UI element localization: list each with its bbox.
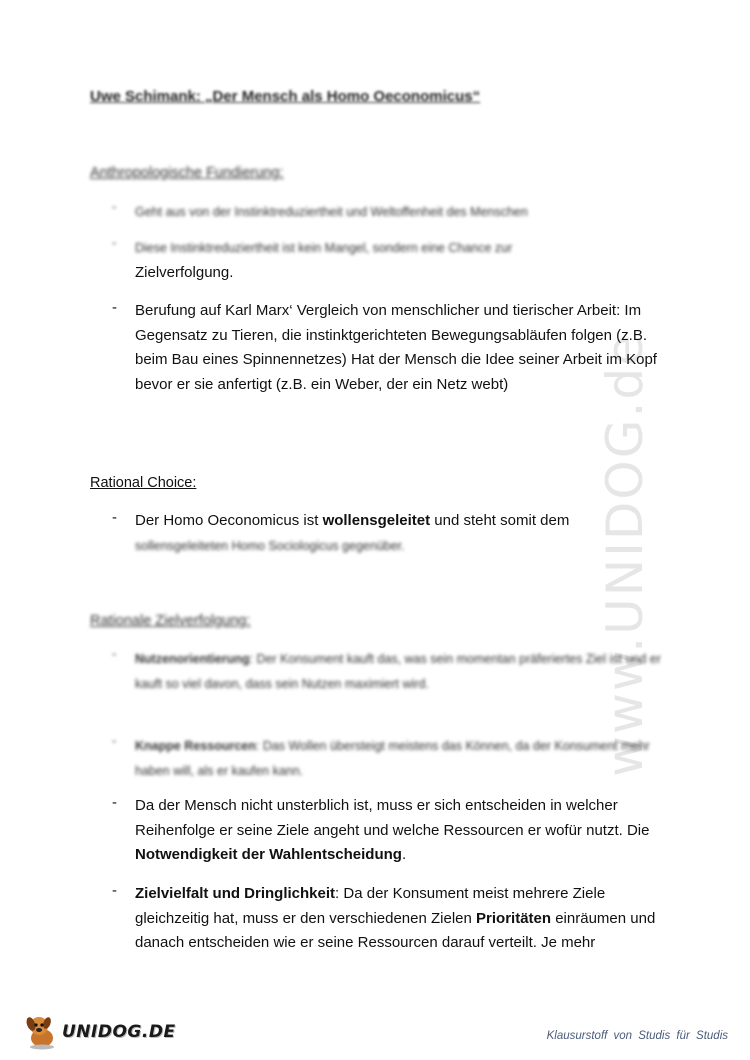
list-item-text: Da der Mensch nicht unsterblich ist, muss er sich entscheiden in welcher Reihenfolge er seine Ziele angeht und welche Ressourcen er wofür nutzt. Die Notwendigkeit der Wahlentscheidung. bbox=[135, 797, 650, 863]
list-item-text: Geht aus von der Instinktreduziertheit und Weltoffenheit des Menschen bbox=[135, 205, 528, 219]
section-heading-goal-pursuit: Rationale Zielverfolgung: bbox=[90, 613, 251, 629]
bullet-dash: - bbox=[112, 647, 117, 661]
list-item-text: Diese Instinktreduziertheit ist kein Mangel, sondern eine Chance zur bbox=[135, 241, 513, 255]
unidog-logo[interactable] bbox=[22, 1014, 176, 1050]
bullet-dash: - bbox=[112, 200, 117, 214]
brand-name: UNIDOG.DE bbox=[62, 1022, 176, 1042]
dog-icon bbox=[22, 1014, 62, 1050]
section-heading-rational-choice: Rational Choice: bbox=[90, 475, 197, 491]
watermark-text: www.UNIDOG.de bbox=[596, 333, 654, 777]
bullet-dash: - bbox=[112, 299, 117, 316]
section-heading-anthropology: Anthropologische Fundierung: bbox=[90, 165, 284, 181]
list-item-text: Knappe Ressourcen: Das Wollen übersteigt meistens das Können, da der Konsument mehr haben will, als er kaufen kann. bbox=[135, 739, 650, 778]
list-item-text-continued: Zielverfolgung. bbox=[135, 264, 234, 281]
bullet-dash: - bbox=[112, 236, 117, 250]
bullet-dash: - bbox=[112, 734, 117, 748]
list-item-text: Berufung auf Karl Marx‘ Vergleich von menschlicher und tierischer Arbeit: Im Gegensatz zu Tieren, die instinktgerichteten Bewegungsabläufen folgen (z.B. beim Bau eines Spinnennetzes) Hat der Mensch die Idee seiner Arbeit im Kopf bevor er sie anfertigt (z.B. ein Weber, der ein Netz webt) bbox=[135, 302, 657, 393]
list-item-text-continued: sollensgeleiteten Homo Sociologicus gegenüber. bbox=[135, 539, 405, 553]
list-item-text: Der Homo Oeconomicus ist wollensgeleitet und steht somit dem bbox=[135, 512, 570, 529]
bullet-dash: - bbox=[112, 794, 117, 811]
footer-tagline: Klausurstoff von Studis für Studis bbox=[546, 1030, 728, 1042]
bullet-dash: - bbox=[112, 882, 117, 899]
document-title: Uwe Schimank: „Der Mensch als Homo Oeconomicus“ bbox=[90, 88, 481, 105]
bullet-dash: - bbox=[112, 509, 117, 526]
list-item-text: Zielvielfalt und Dringlichkeit: Da der Konsument meist mehrere Ziele gleichzeitig hat, muss er den verschiedenen Zielen Prioritäten einräumen und danach entscheiden wie er seine Ressourcen darauf verteilt. Je mehr bbox=[135, 885, 656, 951]
list-item-text: Nutzenorientierung: Der Konsument kauft das, was sein momentan präferiertes Ziel ist und er kauft so viel davon, dass sein Nutzen maximiert wird. bbox=[135, 652, 661, 691]
